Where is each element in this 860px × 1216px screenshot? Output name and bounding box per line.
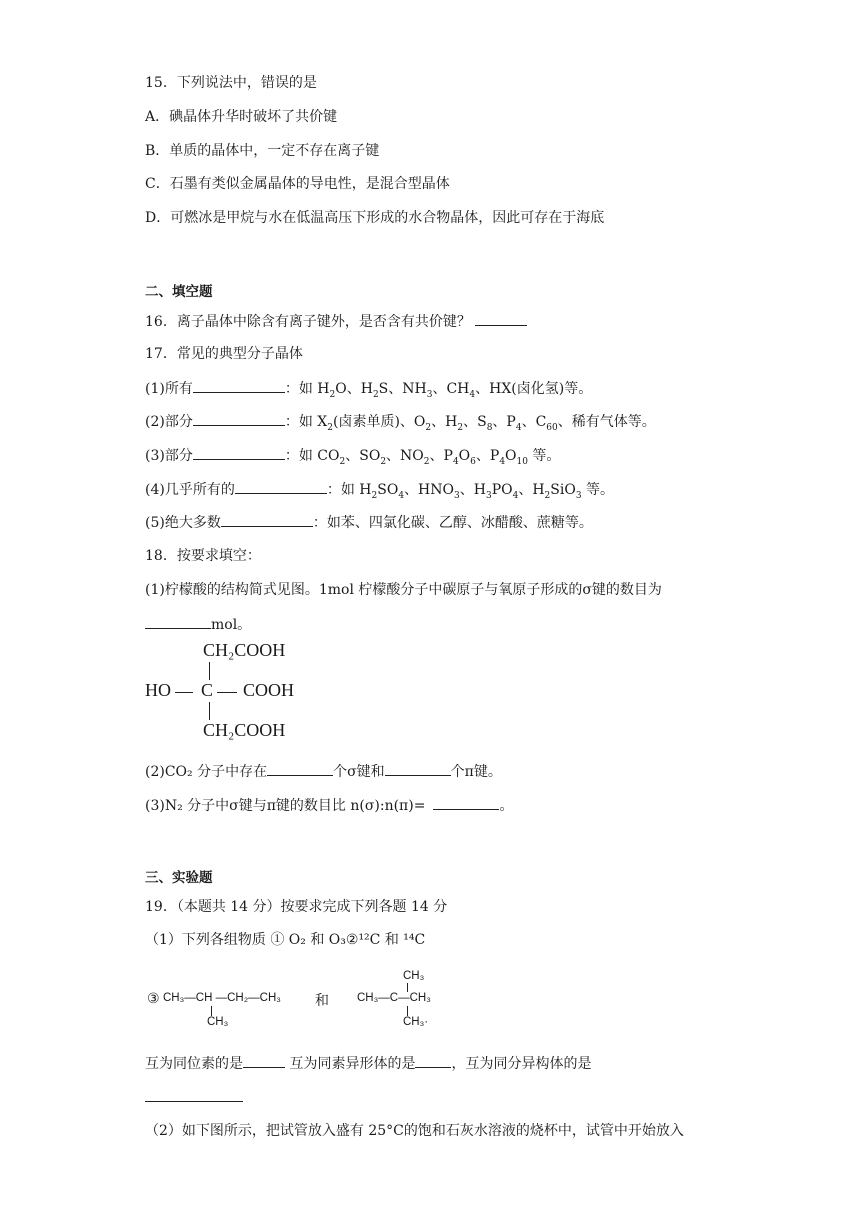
- q17-item-3: [145, 445, 560, 466]
- q18-part-2: [145, 761, 502, 782]
- q17-item-2: [145, 411, 656, 432]
- formula-right-group: COOH: [243, 680, 295, 700]
- formula-top-group: CH₂COOH: [203, 640, 286, 660]
- q18-part-2-post: 个π键。: [450, 764, 502, 780]
- q19-blank-isotope[interactable]: [243, 1053, 285, 1068]
- formula-bond-left: [175, 692, 193, 693]
- q17-item-4-examples: $H_2SO_4$、$HNO_3$、$H_3PO_4$、$H_2SiO_3$ 等。: [359, 482, 615, 501]
- q19-isomer-label: ，互为同分异构体的是: [451, 1056, 592, 1072]
- section-title-fill-in: 二、填空题: [145, 284, 213, 300]
- q17-item-1-post: ：如: [284, 381, 313, 397]
- q17-stem: 17．常见的典型分子晶体: [145, 346, 303, 362]
- citric-acid-structure: [145, 638, 325, 746]
- q18-part-3: [145, 795, 513, 816]
- q16: [145, 311, 527, 332]
- formula-bond-top: [209, 662, 210, 680]
- q17-item-4-label: (4)几乎所有的: [145, 482, 235, 498]
- q19-isomer-answer: [145, 1087, 243, 1108]
- q15-stem: 15．下列说法中，错误的是: [145, 75, 317, 91]
- q17-item-3-label: (3)部分: [145, 448, 193, 464]
- q18-part-1: (1)柠檬酸的结构简式见图。1mol 柠檬酸分子中碳原子与氧原子形成的σ键的数目为: [145, 582, 662, 598]
- struct2-mid: CH₃—C—CH₃: [357, 992, 431, 1004]
- q17-item-5-label: (5)绝大多数: [145, 515, 221, 531]
- q18-part-3-post: 。: [499, 798, 514, 814]
- q19-answers: [145, 1053, 591, 1074]
- q18-stem: 18．按要求填空：: [145, 548, 261, 564]
- q18-part-3-pre: (3)N₂ 分子中σ键与π键的数目比 n(σ):n(π)=: [145, 798, 426, 814]
- q16-blank[interactable]: [475, 311, 527, 326]
- struct-number: ③: [147, 990, 160, 1006]
- q19-blank-allotrope[interactable]: [415, 1053, 451, 1068]
- formula-center-carbon: C: [201, 680, 214, 700]
- q18-part-1-answer: [145, 614, 251, 635]
- q19-stem: 19．（本题共 14 分）按要求完成下列各题 14 分: [145, 899, 448, 915]
- q17-item-3-post: ：如: [284, 448, 313, 464]
- q19-part-1: （1）下列各组物质 ① O₂ 和 O₃②¹²C 和 ¹⁴C: [145, 932, 426, 948]
- q17-item-4-post: ：如: [326, 482, 355, 498]
- q17-item-1-label: (1)所有: [145, 381, 193, 397]
- q18-blank-2b[interactable]: [385, 761, 451, 776]
- q19-blank-isomer[interactable]: [145, 1087, 243, 1102]
- q15-option-a: A．碘晶体升华时破坏了共价键: [145, 109, 338, 125]
- q15-option-c: C．石墨有类似金属晶体的导电性，是混合型晶体: [145, 176, 450, 192]
- struct2-bottom-bond: [407, 1006, 408, 1016]
- q17-item-2-label: (2)部分: [145, 414, 193, 430]
- q17-blank-1[interactable]: [193, 378, 285, 393]
- struct-branch-bond: [211, 1006, 212, 1016]
- q15-option-b: B．单质的晶体中，一定不存在离子键: [145, 143, 380, 159]
- q18-part-2-mid: 个σ键和: [333, 764, 385, 780]
- q18-blank-1[interactable]: [145, 614, 211, 629]
- q17-blank-4[interactable]: [235, 479, 327, 494]
- q19-allotrope-label: 互为同素异形体的是: [289, 1056, 416, 1072]
- q18-blank-2a[interactable]: [267, 761, 333, 776]
- q17-item-3-examples: $CO_2$、$SO_2$、$NO_2$、$P_4O_6$、$P_4O_{10}$ 等。: [317, 448, 561, 467]
- q17-blank-5[interactable]: [221, 512, 313, 527]
- formula-bottom-group: CH₂COOH: [203, 720, 286, 740]
- isomer-structures: [145, 968, 465, 1032]
- struct2-top-bond: [407, 983, 408, 992]
- struct2-top: CH₃: [403, 970, 425, 982]
- q17-item-5-post: ：如苯、四氯化碳、乙醇、冰醋酸、蔗糖等。: [312, 515, 593, 531]
- q19-isotope-label: 互为同位素的是: [145, 1056, 243, 1072]
- q17-item-5: [145, 512, 593, 533]
- q19-part-2: （2）如下图所示，把试管放入盛有 25°C的饱和石灰水溶液的烧杯中，试管中开始放入: [145, 1123, 684, 1139]
- q15-option-d: D．可燃冰是甲烷与水在低温高压下形成的水合物晶体，因此可存在于海底: [145, 210, 605, 226]
- q17-item-4: [145, 479, 614, 500]
- formula-bond-right: [217, 692, 237, 693]
- struct-and: 和: [315, 992, 329, 1008]
- formula-left-group: HO: [145, 680, 171, 700]
- q17-blank-2[interactable]: [193, 411, 285, 426]
- formula-bond-bottom: [209, 702, 210, 720]
- struct2-bottom: CH₃·: [403, 1016, 429, 1028]
- q17-item-1: [145, 378, 592, 399]
- q16-text: 16．离子晶体中除含有离子键外，是否含有共价键？: [145, 314, 471, 330]
- q17-item-2-post: ：如: [284, 414, 313, 430]
- section-title-experiment: 三、实验题: [145, 870, 213, 886]
- q18-unit: mol。: [211, 617, 252, 633]
- struct-chain: CH₃—CH —CH₂—CH₃: [163, 992, 281, 1004]
- q17-item-2-examples: $X_2$(卤素单质)、$O_2$、$H_2$、$S_8$、$P_4$、$C_{60}$、稀有气体等。: [317, 414, 656, 433]
- q18-part-2-pre: (2)CO₂ 分子中存在: [145, 764, 268, 780]
- q17-item-1-examples: $H_2O$、$H_2S$、$NH_3$、$CH_4$、HX(卤化氢)等。: [317, 381, 593, 400]
- q18-blank-3[interactable]: [433, 795, 499, 810]
- struct-branch: CH₃: [207, 1016, 229, 1028]
- q17-blank-3[interactable]: [193, 445, 285, 460]
